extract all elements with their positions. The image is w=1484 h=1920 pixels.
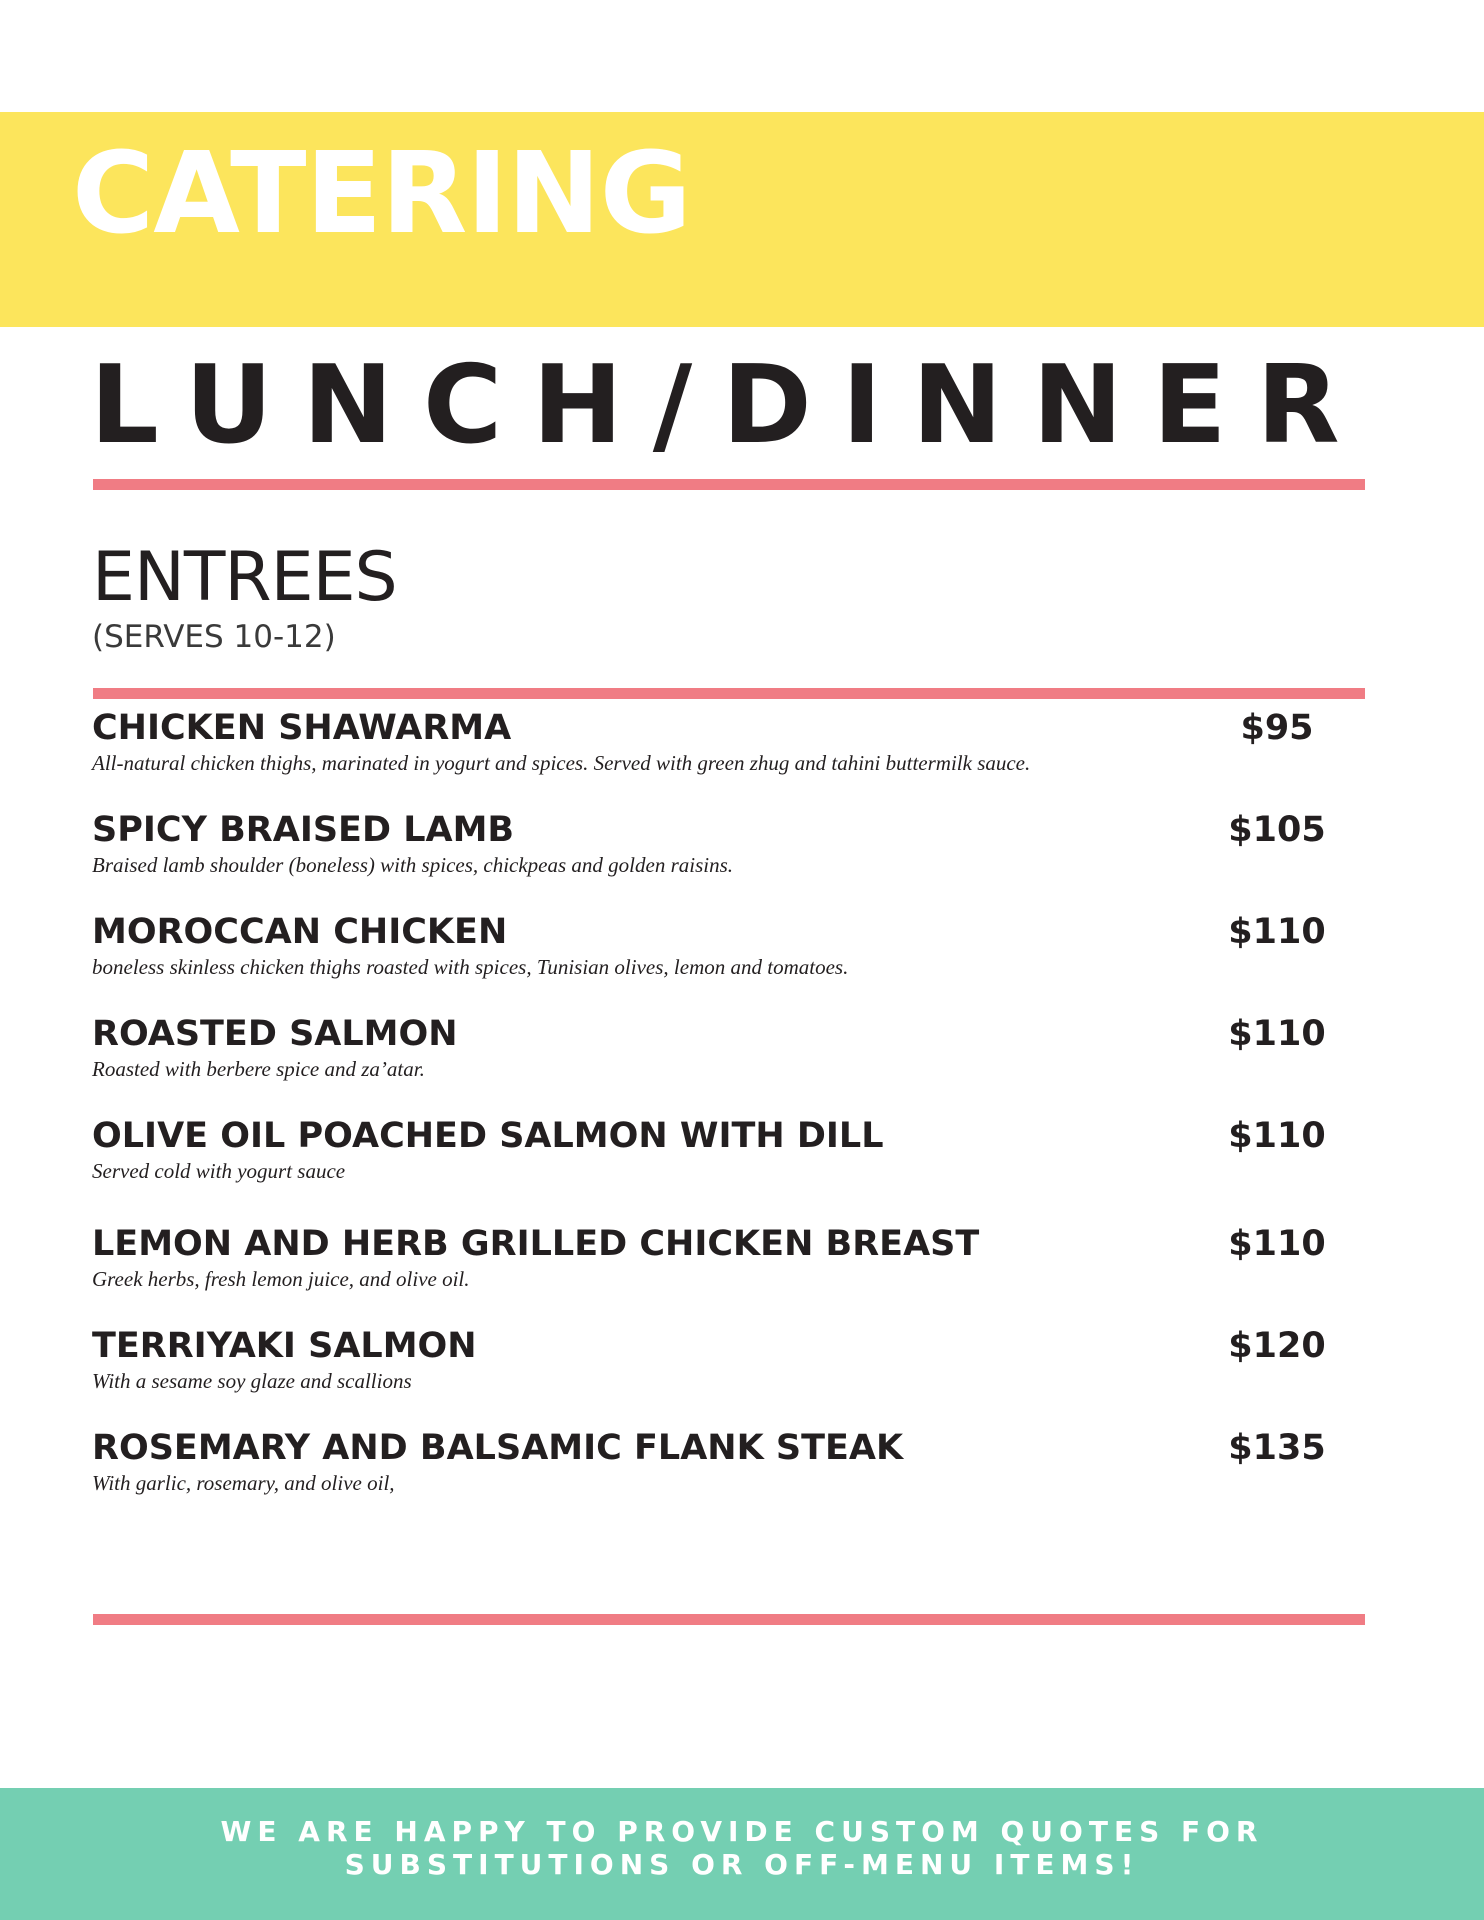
- menu-item-price: $110: [1228, 912, 1326, 952]
- banner-title: CATERING: [72, 129, 691, 259]
- category-title: ENTREES: [92, 538, 397, 617]
- menu-item: [92, 1326, 1352, 1428]
- menu-item: [92, 1116, 1352, 1224]
- menu-item-name: CHICKEN SHAWARMA: [92, 708, 512, 748]
- footer-message: [0, 1815, 1484, 1881]
- menu-item: [92, 1428, 1352, 1530]
- footer-message-line-1: WE ARE HAPPY TO PROVIDE CUSTOM QUOTES FOR: [220, 1815, 1264, 1848]
- menu-item-price: $135: [1228, 1428, 1326, 1468]
- menu-item-name: TERRIYAKI SALMON: [92, 1326, 477, 1366]
- menu-item: [92, 810, 1352, 912]
- menu-item-name: SPICY BRAISED LAMB: [92, 810, 515, 850]
- menu-item-price: $105: [1228, 810, 1326, 850]
- divider-top: [93, 479, 1365, 490]
- menu-item: [92, 1224, 1352, 1326]
- menu-item-description: All-natural chicken thighs, marinated in yogurt and spices. Served with green zhug and tahini buttermilk sauce.: [92, 751, 1031, 775]
- menu-item-description: boneless skinless chicken thighs roasted with spices, Tunisian olives, lemon and tomatoes.: [92, 955, 849, 979]
- menu-item-name: OLIVE OIL POACHED SALMON WITH DILL: [92, 1116, 884, 1156]
- divider-bottom: [93, 1614, 1365, 1625]
- menu-item-description: Roasted with berbere spice and za’atar.: [92, 1057, 425, 1081]
- footer-message-line-2: SUBSTITUTIONS OR OFF-MENU ITEMS!: [344, 1848, 1140, 1881]
- menu-item-price: $120: [1228, 1326, 1326, 1366]
- menu-item-name: LEMON AND HERB GRILLED CHICKEN BREAST: [92, 1224, 980, 1264]
- menu-item: [92, 708, 1352, 810]
- category-serving-note: (SERVES 10-12): [92, 619, 336, 655]
- menu-item-name: MOROCCAN CHICKEN: [92, 912, 508, 952]
- menu-item-price: $95: [1240, 708, 1314, 748]
- menu-list: [92, 708, 1352, 1530]
- menu-item-price: $110: [1228, 1224, 1326, 1264]
- menu-item-price: $110: [1228, 1116, 1326, 1156]
- menu-item: [92, 912, 1352, 1014]
- menu-item-description: Served cold with yogurt sauce: [92, 1159, 346, 1183]
- menu-item-description: Greek herbs, fresh lemon juice, and olive oil.: [92, 1267, 470, 1291]
- menu-item-description: With garlic, rosemary, and olive oil,: [92, 1471, 395, 1495]
- menu-item-description: Braised lamb shoulder (boneless) with spices, chickpeas and golden raisins.: [92, 853, 734, 877]
- menu-item-description: With a sesame soy glaze and scallions: [92, 1369, 412, 1393]
- menu-item-name: ROASTED SALMON: [92, 1014, 458, 1054]
- section-title: LUNCH/DINNER: [90, 343, 1370, 468]
- menu-item-name: ROSEMARY AND BALSAMIC FLANK STEAK: [92, 1428, 904, 1468]
- menu-item-price: $110: [1228, 1014, 1326, 1054]
- menu-item: [92, 1014, 1352, 1116]
- divider-middle: [93, 688, 1365, 699]
